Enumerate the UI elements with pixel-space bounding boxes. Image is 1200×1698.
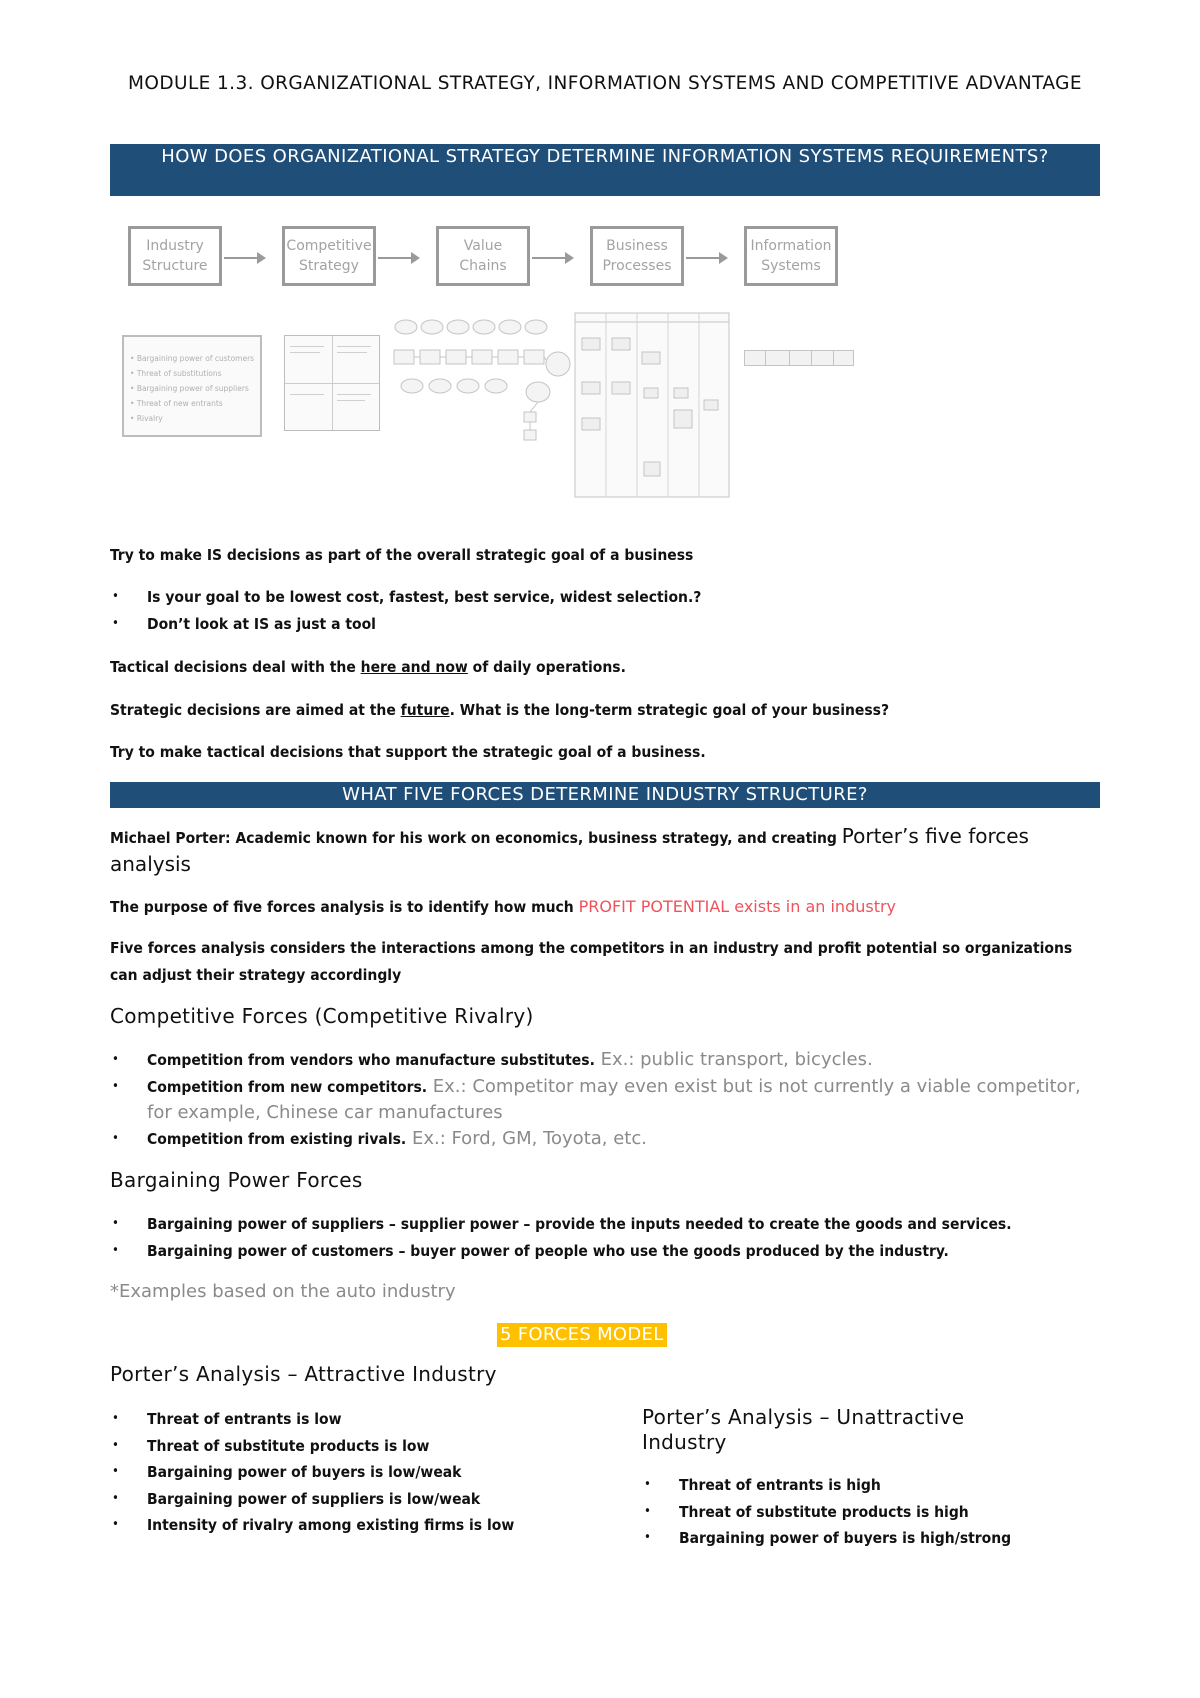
paragraph-is-decisions: Try to make IS decisions as part of the overall strategic goal of a business <box>110 546 694 564</box>
five-forces-model-label: 5 FORCES MODEL <box>497 1323 667 1347</box>
strategy-grid-thumbnail <box>284 335 380 431</box>
list-item: • Bargaining power of customers – buyer power of people who use the goods produced by the industry. <box>110 1238 1100 1265</box>
list-item: • Intensity of rivalry among existing firms is low <box>110 1512 630 1539</box>
arrow-icon <box>378 257 418 259</box>
heading-bargaining-forces: Bargaining Power Forces <box>110 1168 363 1192</box>
list-item: • Threat of entrants is low <box>110 1406 630 1433</box>
list-item: • Bargaining power of suppliers is low/weak <box>110 1486 630 1513</box>
heading-competitive-forces: Competitive Forces (Competitive Rivalry) <box>110 1004 534 1028</box>
paragraph-michael-porter: Michael Porter: Academic known for his work on economics, business strategy, and creating Porter’s five forces analysis <box>110 824 1029 876</box>
auto-industry-note: *Examples based on the auto industry <box>110 1281 456 1302</box>
arrow-icon <box>532 257 572 259</box>
heading-unattractive-industry: Porter’s Analysis – Unattractive Industry <box>642 1405 965 1454</box>
flow-box-industry-structure: Industry Structure <box>128 226 222 286</box>
value-chain-thumbnail <box>390 314 585 449</box>
paragraph-five-forces-analysis: Five forces analysis considers the interactions among the competitors in an industry and profit potential so organizations can adjust their strategy accordingly <box>110 939 1073 984</box>
page-title: MODULE 1.3. ORGANIZATIONAL STRATEGY, INFORMATION SYSTEMS AND COMPETITIVE ADVANTAGE <box>128 73 1082 94</box>
list-item: • Competition from vendors who manufacture substitutes. Ex.: public transport, bicycles. <box>110 1047 1100 1074</box>
unattractive-industry-list <box>642 1472 1100 1552</box>
list-item: • Competition from existing rivals. Ex.: Ford, GM, Toyota, etc. <box>110 1126 1100 1153</box>
value-system-thumbnail <box>744 350 854 366</box>
heading-attractive-industry: Porter’s Analysis – Attractive Industry <box>110 1362 497 1386</box>
bargaining-forces-list <box>110 1211 1100 1264</box>
paragraph-tactical: Tactical decisions deal with the here and now of daily operations. <box>110 658 626 676</box>
flow-box-competitive-strategy: Competitive Strategy <box>282 226 376 286</box>
flow-box-information-systems: Information Systems <box>744 226 838 286</box>
goal-bullet-list <box>110 584 1100 637</box>
arrow-icon <box>686 257 726 259</box>
paragraph-tactical-support: Try to make tactical decisions that support the strategic goal of a business. <box>110 743 706 761</box>
competitive-forces-list <box>110 1047 1100 1152</box>
list-item: • Don’t look at IS as just a tool <box>110 611 1100 638</box>
attractive-industry-list <box>110 1406 630 1539</box>
forces-list-thumbnail: • Bargaining power of customers • Threat of substitutions • Bargaining power of suppliers • Threat of new entrants • Rivalry <box>122 335 262 437</box>
list-item: • Bargaining power of buyers is high/strong <box>642 1525 1100 1552</box>
process-swimlane-thumbnail <box>574 312 730 498</box>
list-item: • Bargaining power of suppliers – supplier power – provide the inputs needed to create the goods and services. <box>110 1211 1100 1238</box>
arrow-icon <box>224 257 264 259</box>
list-item: • Threat of substitute products is low <box>110 1433 630 1460</box>
section-heading-five-forces: WHAT FIVE FORCES DETERMINE INDUSTRY STRUCTURE? <box>110 782 1100 808</box>
list-item: • Threat of substitute products is high <box>642 1499 1100 1526</box>
section-heading-is-requirements: HOW DOES ORGANIZATIONAL STRATEGY DETERMINE INFORMATION SYSTEMS REQUIREMENTS? <box>110 144 1100 196</box>
list-item: • Competition from new competitors. Ex.: Competitor may even exist but is not currently a viable competitor, for example, Chinese car manufactures <box>110 1074 1100 1126</box>
flow-box-business-processes: Business Processes <box>590 226 684 286</box>
flow-box-value-chains: Value Chains <box>436 226 530 286</box>
list-item: • Bargaining power of buyers is low/weak <box>110 1459 630 1486</box>
list-item: • Threat of entrants is high <box>642 1472 1100 1499</box>
list-item: • Is your goal to be lowest cost, fastest, best service, widest selection.? <box>110 584 1100 611</box>
paragraph-strategic: Strategic decisions are aimed at the future. What is the long-term strategic goal of your business? <box>110 701 890 719</box>
paragraph-purpose: The purpose of five forces analysis is to identify how much PROFIT POTENTIAL exists in an industry <box>110 897 897 916</box>
